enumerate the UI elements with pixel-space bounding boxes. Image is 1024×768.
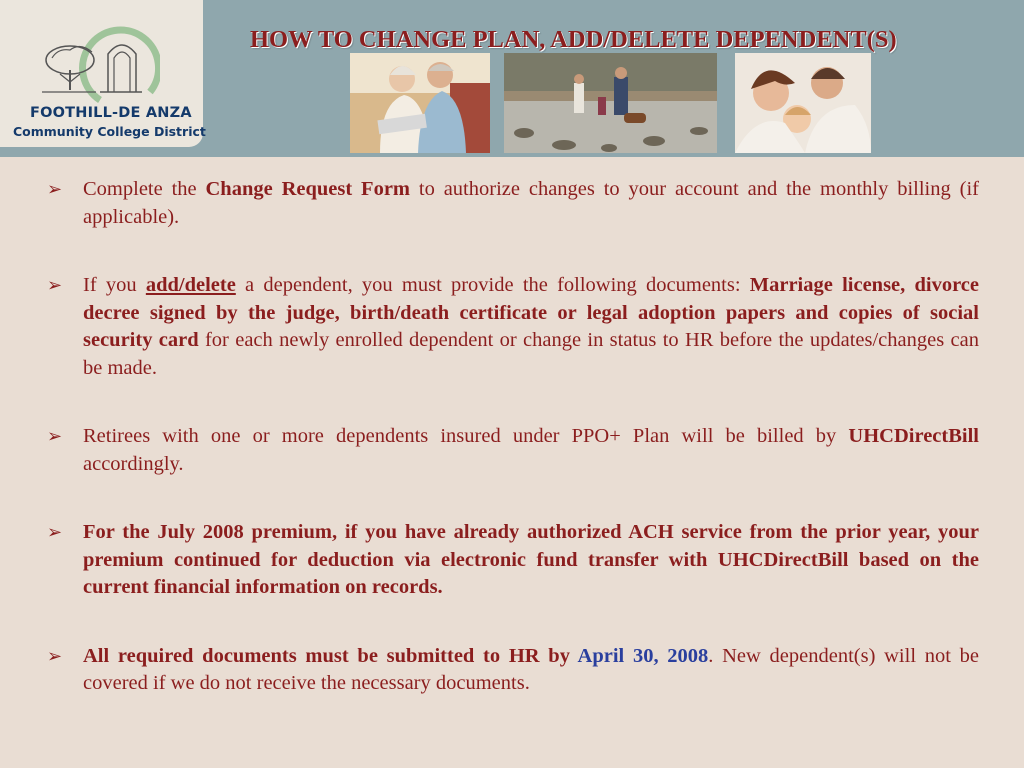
logo-subtitle: Community College District (13, 124, 206, 139)
list-item (47, 519, 979, 602)
required-documents-text: Marriage license, divorce decree signed by the judge, birth/death certificate or legal adoption papers and copies of social security card (83, 274, 980, 351)
family-walking-in-stream-photo (504, 53, 717, 153)
arrow-bullet-icon: ➢ (47, 179, 63, 199)
list-item: ➢ Retirees with one or more dependents insured under PPO+ Plan will be billed by UHCDirectBill accordingly. (47, 425, 979, 475)
change-request-form-text: Change Request Form (205, 178, 411, 200)
arrow-bullet-icon: ➢ (47, 522, 63, 542)
add-delete-text: add/delete (145, 274, 236, 296)
family-portrait-photo (735, 53, 871, 153)
district-logo (0, 0, 206, 147)
couple-with-laptop-photo (350, 53, 490, 153)
arrow-bullet-icon: ➢ (47, 645, 63, 666)
campus-tree-arch-logo-icon (30, 22, 160, 106)
list-item: ➢ Complete the Change Request Form to authorize changes to your account and the monthly billing (if applicable). (47, 178, 979, 228)
deadline-date: April 30, 2008 (577, 644, 709, 667)
list-item: ➢ If you add/delete a dependent, you must provide the following documents: Marriage license, divorce decree signed by the judge, birth/death certificate or legal adoption papers and copies of social security card for each newly enrolled dependent or change in status to HR before the updates/changes can be made. (47, 274, 980, 379)
ach-notice-text: For the July 2008 premium, if you have already authorized ACH service from the prior year, your premium continued for deduction via electronic fund transfer with UHCDirectBill based on the current financial information on records. (83, 521, 979, 598)
slide-title: HOW TO CHANGE PLAN, ADD/DELETE DEPENDENT(S) (250, 26, 897, 53)
header-band (0, 0, 1024, 157)
logo-title: FOOTHILL-DE ANZA (30, 105, 192, 121)
bullet-list (47, 176, 979, 698)
deadline-text: All required documents must be submitted to HR by (83, 644, 578, 667)
arrow-bullet-icon: ➢ (47, 275, 63, 295)
list-item: ➢ All required documents must be submitted to HR by April 30, 2008. New dependent(s) will not be covered if we do not receive the necessary documents. (47, 644, 979, 694)
arrow-bullet-icon: ➢ (47, 426, 63, 446)
uhcdirectbill-text: UHCDirectBill (848, 425, 979, 447)
